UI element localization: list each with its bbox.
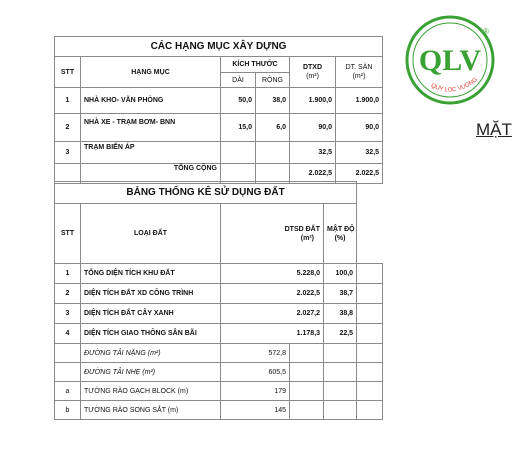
logo-letters: QLV [418, 44, 482, 77]
table-row: a TƯỜNG RÀO GẠCH BLOCK (m) 179 [55, 382, 383, 401]
side-heading: MẶT [476, 120, 512, 139]
construction-items-sheet [54, 36, 382, 184]
col-item: HẠNG MỤC [81, 57, 221, 88]
land-use-sheet [54, 181, 382, 420]
land-use-table [54, 181, 383, 420]
col-floor-area: DT. SÀN (m²) [336, 57, 383, 88]
col-density: MẬT ĐỘ (%) [324, 204, 357, 264]
col-land-type: LOẠI ĐẤT [81, 204, 221, 264]
col-stt: STT [55, 57, 81, 88]
col-length: DÀI [221, 73, 256, 88]
logo-tagline: QUY LOC VUONG [429, 77, 479, 94]
table-row: 4 DIỆN TÍCH GIAO THÔNG SÂN BÃI 1.178,3 22,5 [55, 324, 383, 344]
table-row: 3 DIỆN TÍCH ĐẤT CÂY XANH 2.027,2 38,8 [55, 304, 383, 324]
table-row: ĐƯỜNG TẢI NHẸ (m²) 605,5 [55, 363, 383, 382]
col-width: RỘNG [256, 73, 290, 88]
table-row: 1 TỔNG DIỆN TÍCH KHU ĐẤT 5.228,0 100,0 [55, 264, 383, 284]
table-row: ĐƯỜNG TẢI NẶNG (m²) 572,8 [55, 344, 383, 363]
table-row: 3 TRẠM BIẾN ÁP 32,5 32,5 [55, 142, 383, 164]
construction-items-table [54, 36, 383, 184]
table-title: BẢNG THỐNG KÊ SỬ DỤNG ĐẤT [55, 182, 357, 204]
col-land-area: DTSD ĐẤT (m²) [221, 204, 324, 264]
qlv-logo-icon [404, 14, 496, 106]
total-label: TỔNG CỘNG [81, 164, 221, 184]
table-row: 2 DIỆN TÍCH ĐẤT XD CÔNG TRÌNH 2.022,5 38,7 [55, 284, 383, 304]
total-row: TỔNG CỘNG 2.022,5 2.022,5 [55, 164, 383, 184]
col-stt: STT [55, 204, 81, 264]
table-row: b TƯỜNG RÀO SONG SẮT (m) 145 [55, 401, 383, 420]
qlv-logo [404, 14, 496, 111]
col-land-area: DTXD (m²) [290, 57, 336, 88]
svg-text:®: ® [483, 27, 489, 36]
table-row: 2 NHÀ XE - TRẠM BƠM- BNN 15,0 6,0 90,0 90,0 [55, 114, 383, 142]
table-row: 1 NHÀ KHO- VĂN PHÒNG 50,0 38,0 1.900,0 1.900,0 [55, 88, 383, 114]
col-dimensions: KÍCH THƯỚC [221, 57, 290, 73]
table-title: CÁC HẠNG MỤC XÂY DỰNG [55, 37, 383, 57]
